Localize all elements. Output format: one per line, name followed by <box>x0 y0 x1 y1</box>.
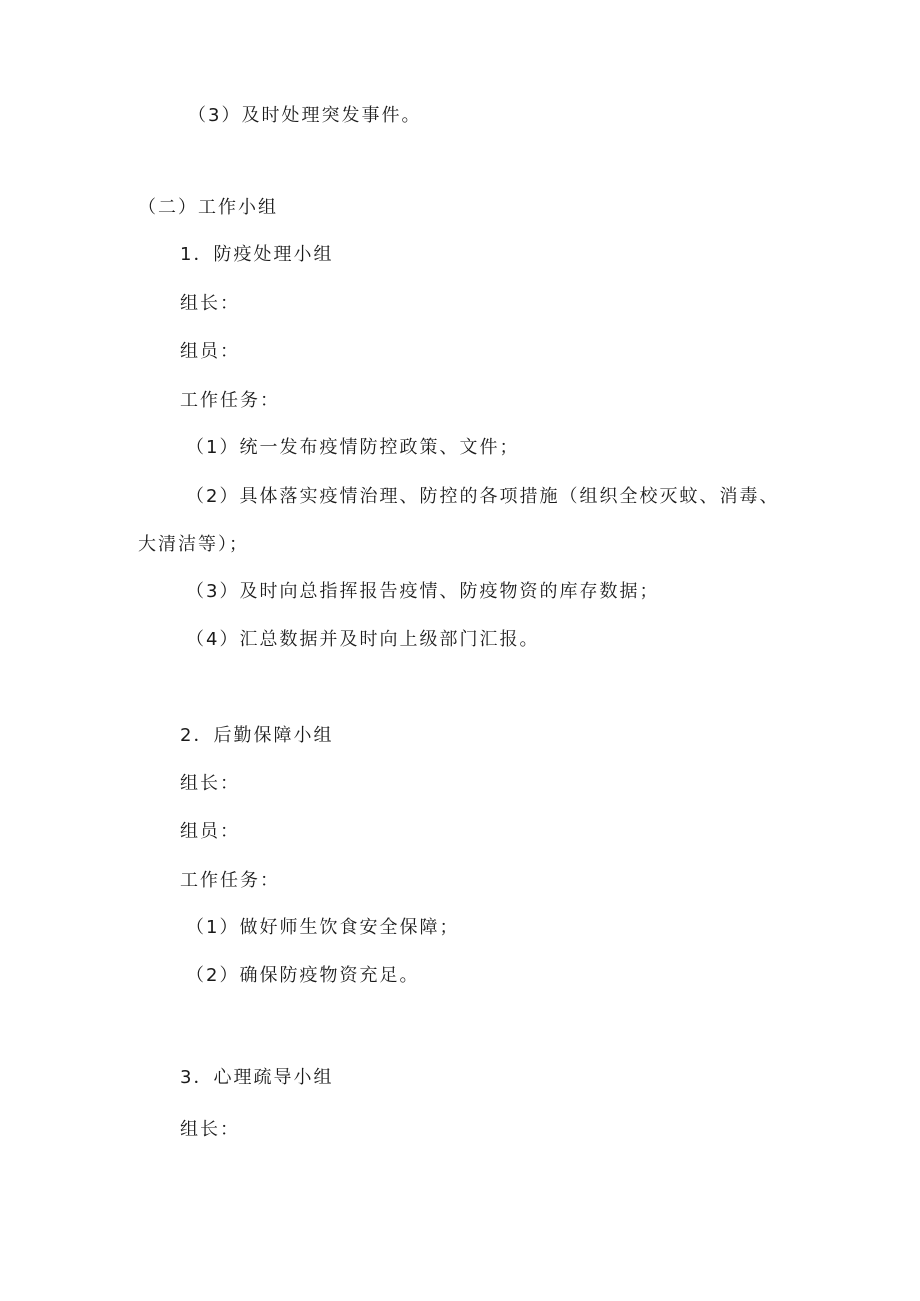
event-handling-item: （3）及时处理突发事件。 <box>188 105 422 126</box>
group-leader-label: 组长： <box>180 293 240 314</box>
task-item: （3）及时向总指挥报告疫情、防疫物资的库存数据； <box>186 581 660 602</box>
task-item-continuation: 大清洁等）； <box>138 534 249 555</box>
tasks-label: 工作任务： <box>180 390 280 411</box>
group-leader-label: 组长： <box>180 1119 240 1140</box>
task-item: （1）做好师生饮食安全保障； <box>186 917 460 938</box>
group-heading-psychological-counseling: 3．心理疏导小组 <box>180 1067 334 1088</box>
tasks-label: 工作任务： <box>180 870 280 891</box>
group-members-label: 组员： <box>180 821 240 842</box>
group-leader-label: 组长： <box>180 773 240 794</box>
group-heading-logistics: 2．后勤保障小组 <box>180 725 334 746</box>
section-heading-working-groups: （二）工作小组 <box>138 197 278 218</box>
task-item: （2）确保防疫物资充足。 <box>186 965 420 986</box>
task-item: （1）统一发布疫情防控政策、文件； <box>186 437 520 458</box>
group-heading-epidemic-handling: 1．防疫处理小组 <box>180 244 334 265</box>
task-item: （2）具体落实疫情治理、防控的各项措施（组织全校灭蚊、消毒、 <box>186 486 780 507</box>
group-members-label: 组员： <box>180 341 240 362</box>
task-item: （4）汇总数据并及时向上级部门汇报。 <box>186 629 540 650</box>
